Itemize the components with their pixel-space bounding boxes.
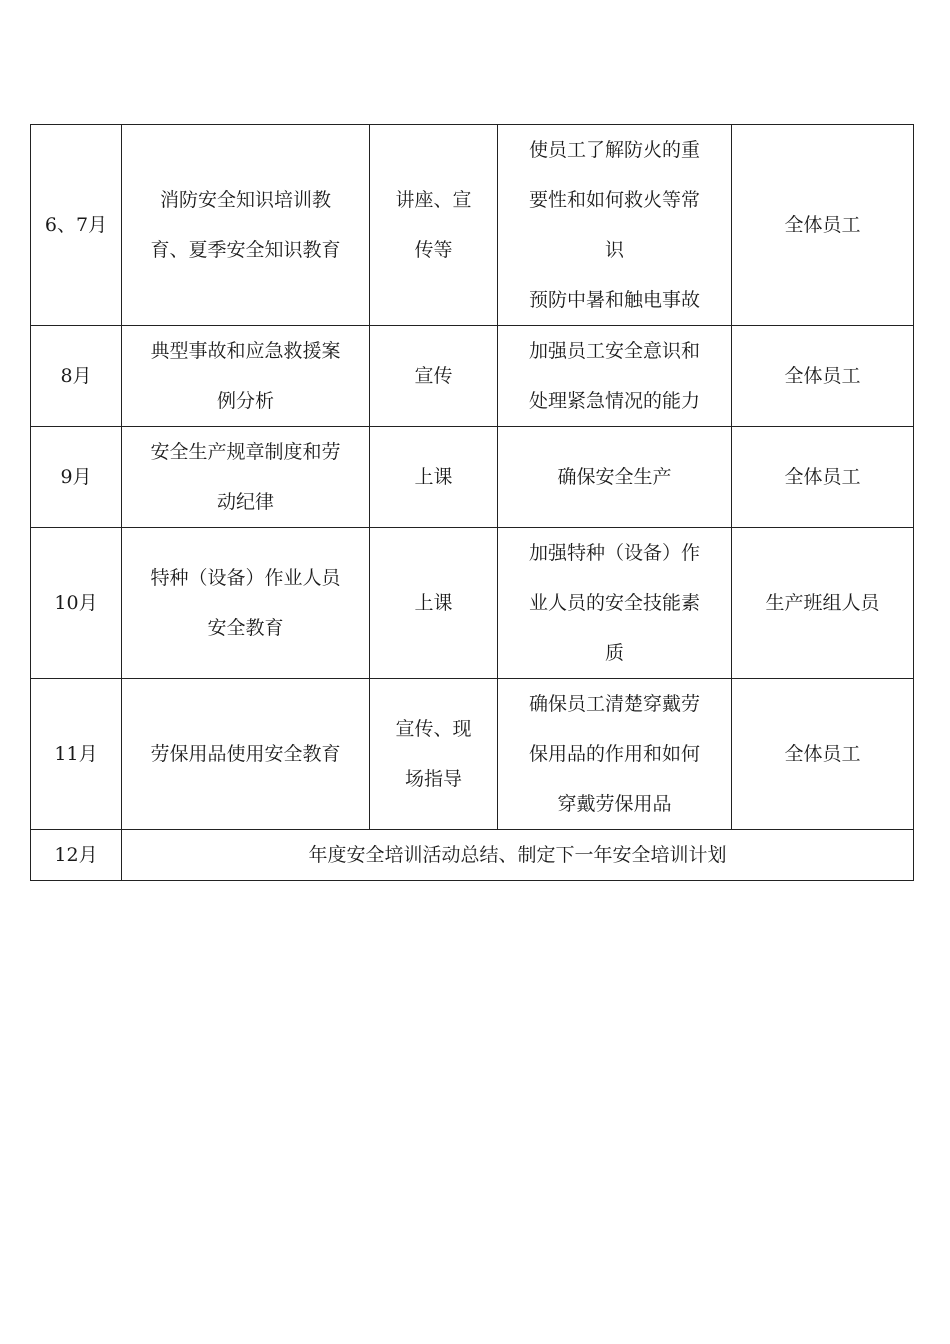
purpose-line: 处理紧急情况的能力 [528,390,700,412]
content-cell [122,326,370,427]
content-cell [122,679,370,830]
purpose-cell [498,427,732,528]
content-line: 安全教育 [207,617,284,639]
purpose-line: 加强特种（设备）作 [528,542,700,564]
method-cell [370,125,498,326]
table-row [31,326,914,427]
purpose-line: 确保安全生产 [557,466,672,488]
purpose-cell [498,679,732,830]
purpose-line: 穿戴劳保用品 [557,793,672,815]
purpose-line: 识 [604,239,624,261]
method-line: 宣传 [414,365,453,387]
summary-text-cell: 年度安全培训活动总结、制定下一年安全培训计划 [122,830,914,881]
method-cell [370,326,498,427]
training-plan-body [31,125,914,881]
month-cell: 10月 [31,528,122,679]
month-cell: 6、7月 [31,125,122,326]
method-line: 上课 [414,466,453,488]
method-cell [370,679,498,830]
content-line: 消防安全知识培训教 [159,189,331,211]
month-cell: 11月 [31,679,122,830]
audience-cell: 生产班组人员 [732,528,914,679]
table-row [31,528,914,679]
purpose-line: 保用品的作用和如何 [528,743,700,765]
audience-cell: 全体员工 [732,326,914,427]
table-row [31,679,914,830]
method-line: 讲座、宣 [395,189,472,211]
method-line: 传等 [414,239,453,261]
content-line: 安全生产规章制度和劳 [150,441,341,463]
content-cell [122,528,370,679]
content-cell [122,125,370,326]
purpose-cell [498,326,732,427]
training-plan-table [30,124,914,881]
audience-cell: 全体员工 [732,679,914,830]
purpose-line: 预防中暑和触电事故 [528,289,700,311]
content-line: 例分析 [216,390,274,412]
purpose-line: 确保员工清楚穿戴劳 [528,693,700,715]
content-line: 育、夏季安全知识教育 [150,239,341,261]
month-cell: 8月 [31,326,122,427]
content-line: 劳保用品使用安全教育 [150,743,341,765]
purpose-line: 要性和如何救火等常 [528,189,700,211]
month-cell: 9月 [31,427,122,528]
content-line: 典型事故和应急救援案 [150,340,341,362]
purpose-cell [498,528,732,679]
purpose-line: 质 [604,642,624,664]
method-cell [370,528,498,679]
purpose-line: 业人员的安全技能素 [528,592,700,614]
method-cell [370,427,498,528]
table-row [31,125,914,326]
content-line: 动纪律 [216,491,274,513]
purpose-line: 使员工了解防火的重 [528,139,700,161]
table-row [31,427,914,528]
content-line: 特种（设备）作业人员 [150,567,341,589]
audience-cell: 全体员工 [732,427,914,528]
summary-row [31,830,914,881]
purpose-cell [498,125,732,326]
audience-cell: 全体员工 [732,125,914,326]
purpose-line: 加强员工安全意识和 [528,340,700,362]
method-line: 宣传、现 [395,718,472,740]
summary-month-cell: 12月 [31,830,122,881]
method-line: 场指导 [404,768,462,790]
method-line: 上课 [414,592,453,614]
content-cell [122,427,370,528]
